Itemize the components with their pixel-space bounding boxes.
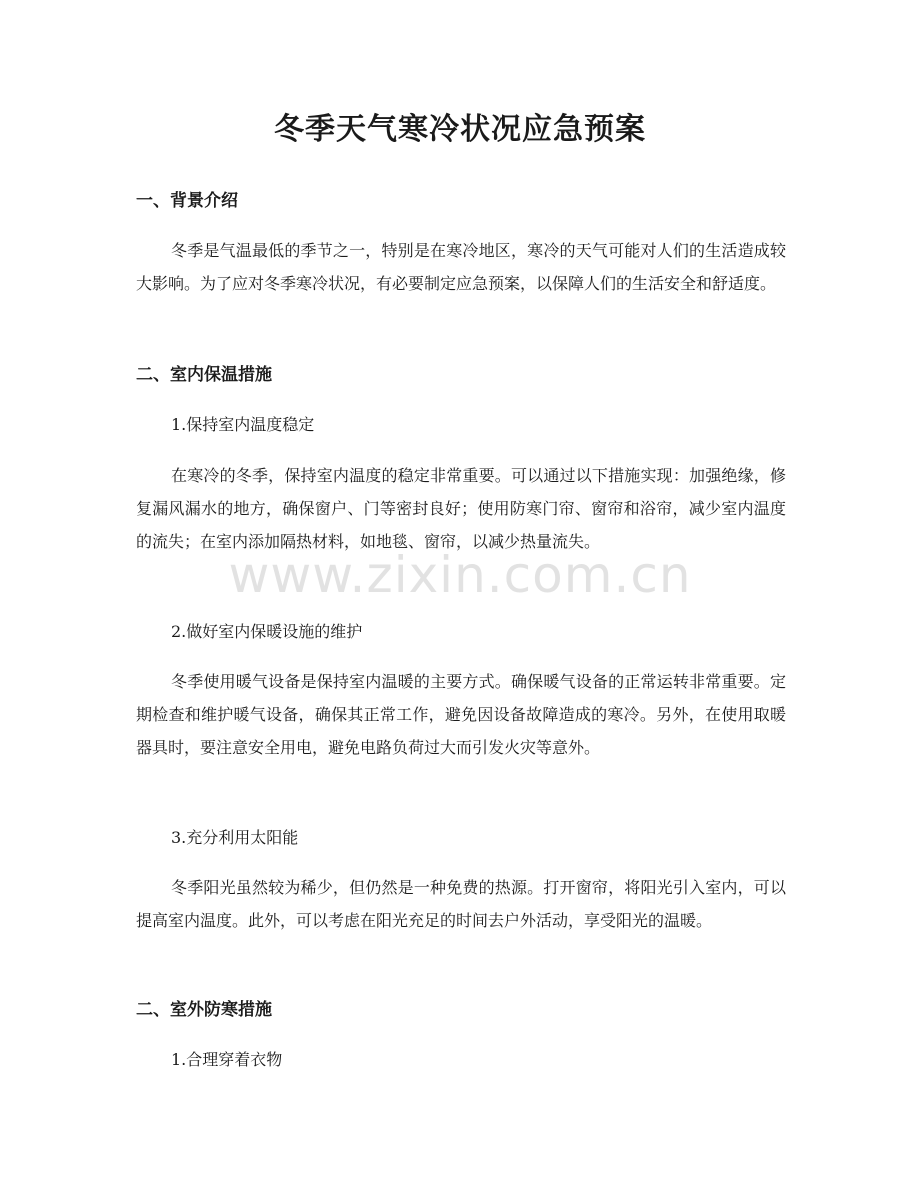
background-paragraph: 冬季是气温最低的季节之一，特别是在寒冷地区，寒冷的天气可能对人们的生活造成较大影响。为了应对冬季寒冷状况，有必要制定应急预案，以保障人们的生活安全和舒适度。 [136,241,786,293]
indoor-item-paragraph-2: 冬季使用暖气设备是保持室内温暖的主要方式。确保暖气设备的正常运转非常重要。定期检查和维护暖气设备，确保其正常工作，避免因设备故障造成的寒冷。另外，在使用取暖器具时，要注意安全用电，避免电路负荷过大而引发火灾等意外。 [136,672,786,757]
section-heading-background: 一、背景介绍 [136,191,238,211]
outdoor-item-title-1: 1.合理穿着衣物 [171,1050,283,1069]
indoor-item-title-1: 1.保持室内温度稳定 [171,415,315,434]
indoor-item-title-2: 2.做好室内保暖设施的维护 [171,622,363,641]
indoor-item-title-3: 3.充分利用太阳能 [171,828,299,847]
section-heading-outdoor: 二、室外防寒措施 [136,1000,272,1020]
document-title: 冬季天气寒冷状况应急预案 [274,112,646,147]
section-heading-indoor: 二、室内保温措施 [136,365,272,385]
indoor-item-paragraph-1: 在寒冷的冬季，保持室内温度的稳定非常重要。可以通过以下措施实现：加强绝缘，修复漏风漏水的地方，确保窗户、门等密封良好；使用防寒门帘、窗帘和浴帘，减少室内温度的流失；在室内添加隔热材料，如地毯、窗帘，以减少热量流失。 [136,466,786,551]
indoor-item-paragraph-3: 冬季阳光虽然较为稀少，但仍然是一种免费的热源。打开窗帘，将阳光引入室内，可以提高室内温度。此外，可以考虑在阳光充足的时间去户外活动，享受阳光的温暖。 [136,878,786,930]
watermark: www.zixin.com.cn [228,546,692,604]
